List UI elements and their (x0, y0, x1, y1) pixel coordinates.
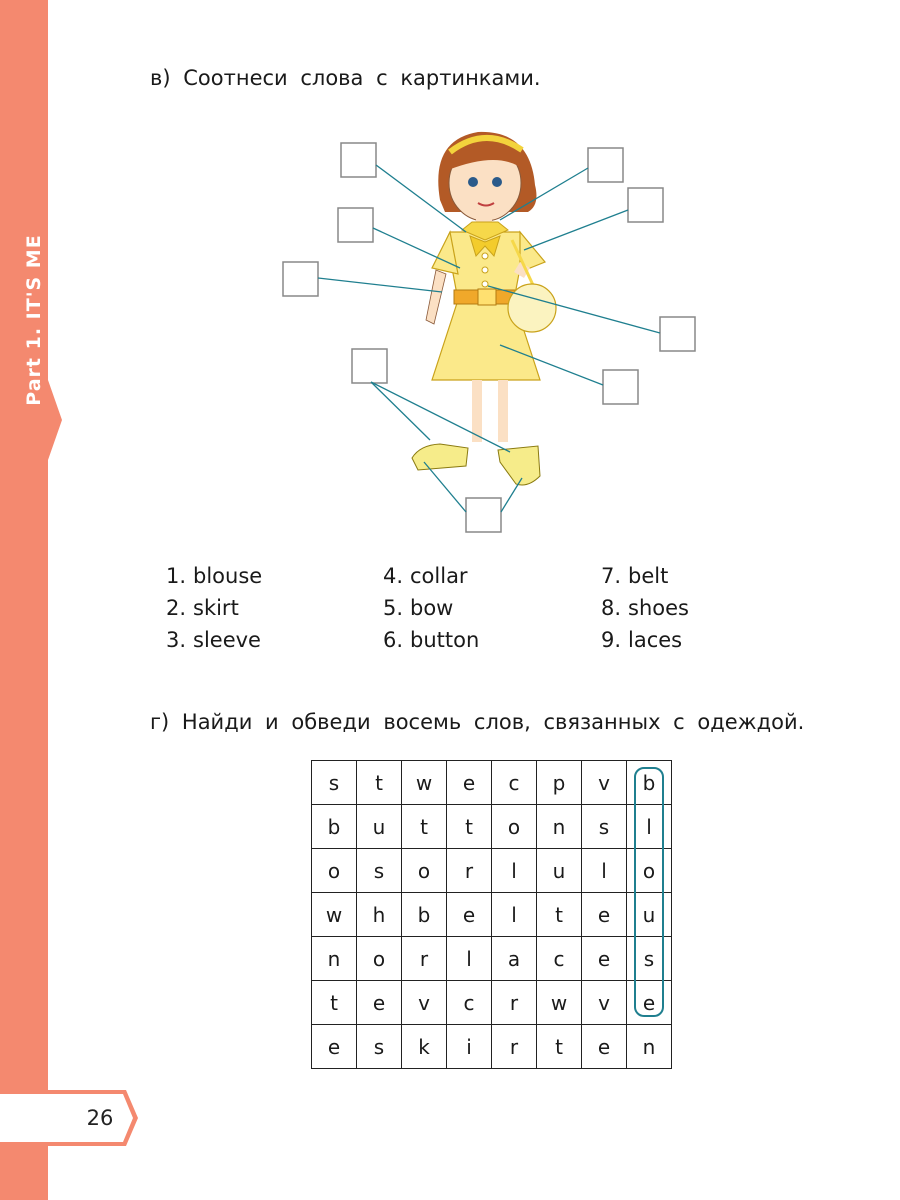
grid-cell[interactable]: o (627, 849, 672, 893)
grid-cell[interactable]: s (357, 1025, 402, 1069)
grid-cell[interactable]: c (537, 937, 582, 981)
girl-illustration (270, 125, 710, 540)
grid-cell[interactable]: s (627, 937, 672, 981)
grid-cell[interactable]: r (447, 849, 492, 893)
answer-box[interactable] (352, 349, 387, 383)
grid-cell[interactable]: e (582, 1025, 627, 1069)
grid-cell[interactable]: e (582, 937, 627, 981)
grid-cell[interactable]: l (492, 893, 537, 937)
grid-cell[interactable]: k (402, 1025, 447, 1069)
answer-box[interactable] (283, 262, 318, 296)
grid-cell[interactable]: l (627, 805, 672, 849)
grid-cell[interactable]: l (447, 937, 492, 981)
grid-cell[interactable]: l (582, 849, 627, 893)
grid-cell[interactable]: t (312, 981, 357, 1025)
grid-row (312, 981, 672, 1025)
grid-row (312, 1025, 672, 1069)
grid-cell[interactable]: w (402, 761, 447, 805)
grid-cell[interactable]: w (312, 893, 357, 937)
word-item: 1. blouse (165, 564, 263, 588)
word-item: 8. shoes (600, 596, 689, 620)
grid-cell[interactable]: b (627, 761, 672, 805)
side-band (0, 0, 140, 1200)
grid-cell[interactable]: o (312, 849, 357, 893)
word-list-column-2 (367, 560, 547, 656)
grid-cell[interactable]: e (312, 1025, 357, 1069)
grid-cell[interactable]: t (537, 1025, 582, 1069)
grid-cell[interactable]: c (447, 981, 492, 1025)
answer-box[interactable] (588, 148, 623, 182)
grid-cell[interactable]: h (357, 893, 402, 937)
grid-cell[interactable]: o (357, 937, 402, 981)
grid-cell[interactable]: n (312, 937, 357, 981)
grid-cell[interactable]: e (582, 893, 627, 937)
grid-cell[interactable]: r (402, 937, 447, 981)
grid-cell[interactable]: b (402, 893, 447, 937)
grid-cell[interactable]: o (402, 849, 447, 893)
grid-cell[interactable]: a (492, 937, 537, 981)
answer-box[interactable] (338, 208, 373, 242)
grid-cell[interactable]: o (492, 805, 537, 849)
grid-row (312, 805, 672, 849)
grid-cell[interactable]: t (357, 761, 402, 805)
answer-box[interactable] (603, 370, 638, 404)
word-item: 9. laces (600, 628, 683, 652)
grid-cell[interactable]: b (312, 805, 357, 849)
word-item: 4. collar (382, 564, 468, 588)
grid-cell[interactable]: l (492, 849, 537, 893)
grid-cell[interactable]: u (627, 893, 672, 937)
side-title: Part 1. IT'S ME (23, 234, 45, 406)
grid-cell[interactable]: u (537, 849, 582, 893)
grid-row (312, 893, 672, 937)
task-v-heading: в) Соотнеси слова с картинками. (150, 66, 541, 90)
grid-cell[interactable]: t (537, 893, 582, 937)
grid-cell[interactable]: s (312, 761, 357, 805)
word-item: 3. sleeve (165, 628, 261, 652)
word-list-column-3 (585, 560, 765, 656)
grid-cell[interactable]: v (402, 981, 447, 1025)
girl-figure (412, 132, 556, 485)
word-list-column-1 (150, 560, 330, 656)
grid-cell[interactable]: e (357, 981, 402, 1025)
grid-cell[interactable]: i (447, 1025, 492, 1069)
task-g-heading: г) Найди и обведи восемь слов, связанных с одеждой. (150, 710, 805, 734)
word-search-grid (311, 760, 672, 1069)
grid-row (312, 849, 672, 893)
grid-cell[interactable]: v (582, 981, 627, 1025)
grid-cell[interactable]: e (447, 761, 492, 805)
word-item: 6. button (382, 628, 480, 652)
grid-cell[interactable]: t (402, 805, 447, 849)
grid-cell[interactable]: s (357, 849, 402, 893)
word-item: 7. belt (600, 564, 669, 588)
grid-cell[interactable]: e (627, 981, 672, 1025)
grid-cell[interactable]: c (492, 761, 537, 805)
page-number: 26 (86, 1106, 114, 1130)
grid-row (312, 761, 672, 805)
grid-cell[interactable]: p (537, 761, 582, 805)
answer-box[interactable] (341, 143, 376, 177)
grid-cell[interactable]: w (537, 981, 582, 1025)
grid-cell[interactable]: v (582, 761, 627, 805)
grid-cell[interactable]: r (492, 1025, 537, 1069)
grid-cell[interactable]: r (492, 981, 537, 1025)
word-item: 5. bow (382, 596, 454, 620)
answer-box[interactable] (466, 498, 501, 532)
answer-box[interactable] (628, 188, 663, 222)
answer-box[interactable] (660, 317, 695, 351)
grid-cell[interactable]: n (537, 805, 582, 849)
grid-cell[interactable]: s (582, 805, 627, 849)
word-item: 2. skirt (165, 596, 239, 620)
grid-cell[interactable]: u (357, 805, 402, 849)
grid-cell[interactable]: e (447, 893, 492, 937)
grid-cell[interactable]: t (447, 805, 492, 849)
grid-cell[interactable]: n (627, 1025, 672, 1069)
grid-row (312, 937, 672, 981)
